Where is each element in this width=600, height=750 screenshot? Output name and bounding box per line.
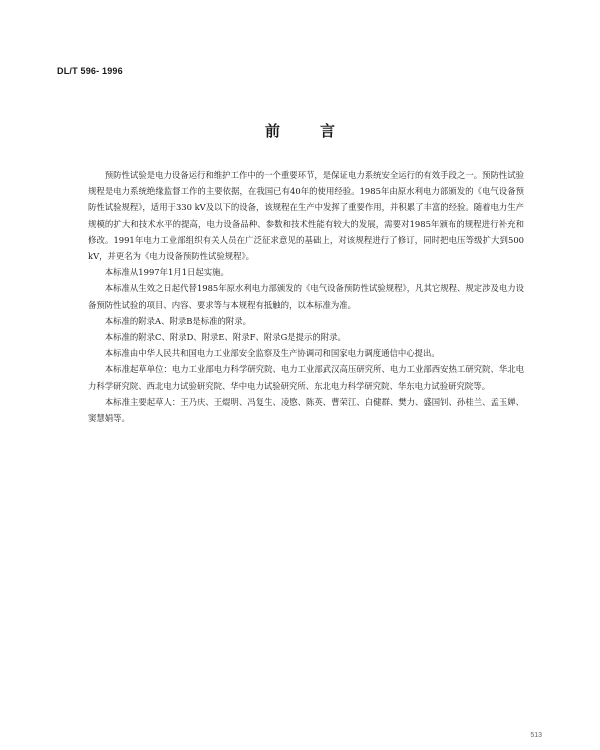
preface-body xyxy=(88,167,524,426)
standard-code: DL/T 596- 1996 xyxy=(57,66,123,76)
page-title: 前言 xyxy=(264,122,375,140)
paragraph-normative-appendices: 本标准的附录A、附录B是标准的附录。 xyxy=(104,315,251,326)
paragraph-effective-date: 本标准从1997年1月1日起实施。 xyxy=(104,267,229,278)
paragraph-drafters: 本标准主要起草人：王乃庆、王焜明、冯复生、凌愍、陈英、曹荣江、白健群、樊力、盛国钊、孙桂兰、孟玉婵、窦慧娟等。 xyxy=(88,396,524,424)
paragraph-proposer: 本标准由中华人民共和国电力工业部安全监察及生产协调司和国家电力调度通信中心提出。 xyxy=(104,348,440,359)
paragraph-background: 预防性试验是电力设备运行和维护工作中的一个重要环节，是保证电力系统安全运行的有效手段之一。预防性试验规程是电力系统绝缘监督工作的主要依据，在我国已有40年的使用经验。1985年由原水利电力部颁发的《电气设备预防性试验规程》，适用于330 kV及以下的设备，该规程在生产中发挥了重要作用，并积累了丰富的经验。随着电力生产规模的扩大和技术水平的提高，电力设备品种、参数和技术性能有较大的发展，需要对1985年颁布的规程进行补充和修改。1991年电力工业部组织有关人员在广泛征求意见的基础上，对该规程进行了修订，同时把电压等级扩大到500 kV，并更名为《电力设备预防性试验规程》。 xyxy=(88,170,524,262)
paragraph-replacement: 本标准从生效之日起代替1985年原水利电力部颁发的《电气设备预防性试验规程》，凡其它规程、规定涉及电力设备预防性试验的项目、内容、要求等与本规程有抵触的，以本标准为准。 xyxy=(88,283,524,310)
paragraph-informative-appendices: 本标准的附录C、附录D、附录E、附录F、附录G是提示的附录。 xyxy=(104,332,346,343)
page-number: 513 xyxy=(530,732,542,739)
paragraph-drafting-units: 本标准起草单位：电力工业部电力科学研究院、电力工业部武汉高压研究所、电力工业部西安热工研究院、华北电力科学研究院、西北电力试验研究院、华中电力试验研究所、东北电力科学研究院、华东电力试验研究院等。 xyxy=(88,364,524,391)
